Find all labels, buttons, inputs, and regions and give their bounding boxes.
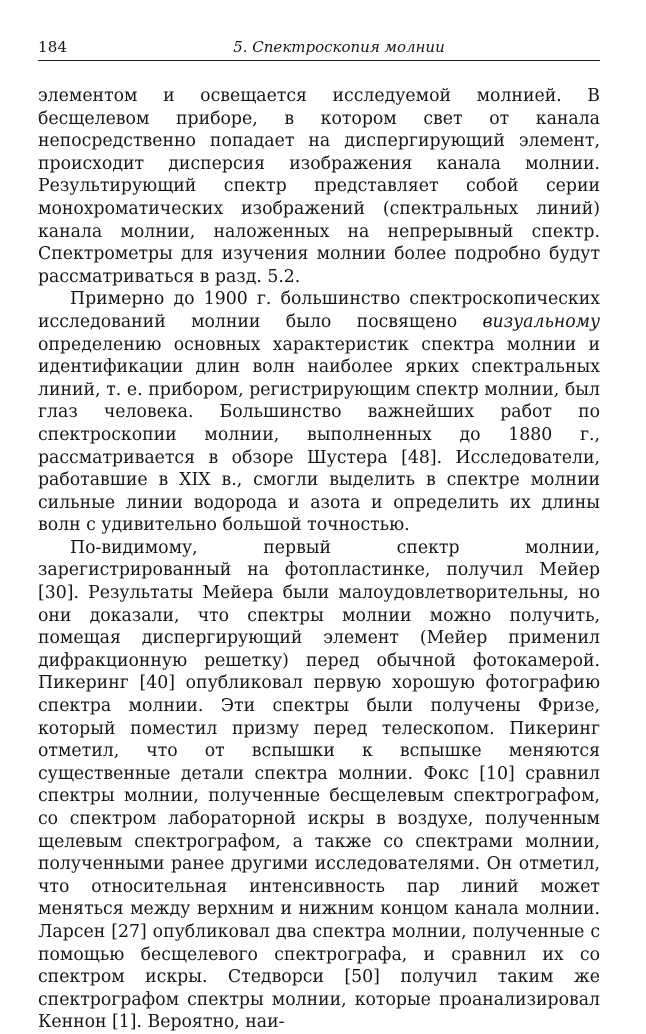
paragraph-continuation [38,85,600,288]
page-number: 184 [38,38,68,56]
chapter-title: 5. Спектроскопия молнии [233,38,445,56]
book-page [38,36,600,1034]
paragraph-visual-studies [38,288,600,537]
running-header [38,36,600,61]
emphasized-word: визуальному [482,311,600,332]
paragraph-text-end: определению основных характеристик спектра молнии и идентификации длин волн наиболее ярких спектральных линий, т. е. прибором, регистрирующим спектр молнии, был глаз человека. Большинство важнейших работ по спектроскопии молнии, выполненных до 1880 г., рассматривается в обзоре Шустера [48]. Исследователи, работавшие в XIX в., смогли выделить в спектре молнии сильные линии водорода и азота и определить их длины волн с удивительно большой точностью. [38,334,600,536]
paragraph-photographic-spectra [38,537,600,1034]
paragraph-text: элементом и освещается исследуемой молнией. В бесщелевом приборе, в котором свет от канала непосредственно попадает на диспергирующий элемент, происходит дисперсия изображения канала молнии. Результирующий спектр представляет собой серии монохроматических изображений (спектральных линий) канала молнии, наложенных на непрерывный спектр. Спектрометры для изучения молнии более подробно будут рассматриваться в разд. 5.2. [38,86,600,287]
paragraph-text: По-видимому, первый спектр молнии, зарегистрированный на фотопластинке, получил Мейер [30]. Результаты Мейера были малоудовлетворительны, но они доказали, что спектры молнии можно получить, помещая диспергирующий элемент (Мейер применил дифракционную решетку) перед обычной фотокамерой. Пикеринг [40] опубликовал первую хорошую фотографию спектра молнии. Эти спектры были получены Фризе, который поместил призму перед телескопом. Пикеринг отметил, что от вспышки к вспышке меняются существенные детали спектра молнии. Фокс [10] сравнил спектры молнии, полученные бесщелевым спектрографом, со спектром лабораторной искры в воздухе, полученным щелевым спектрографом, а также со спектрами молнии, полученными ранее другими исследователями. Он отметил, что относительная интенсивность пар линий может меняться между верхним и нижним концом канала молнии. Ларсен [27] опубликовал два спектра молнии, полученные с помощью бесщелевого спектрографа, и сравнил их со спектром искры. Стедворси [50] получил таким же спектрографом спектры молнии, которые проанализировал Кеннон [1]. Вероятно, наи- [38,537,600,1033]
paragraph-text-start: Примерно до 1900 г. большинство спектроскопических исследований молнии было посвящено [38,289,600,332]
body-text [38,85,600,1034]
